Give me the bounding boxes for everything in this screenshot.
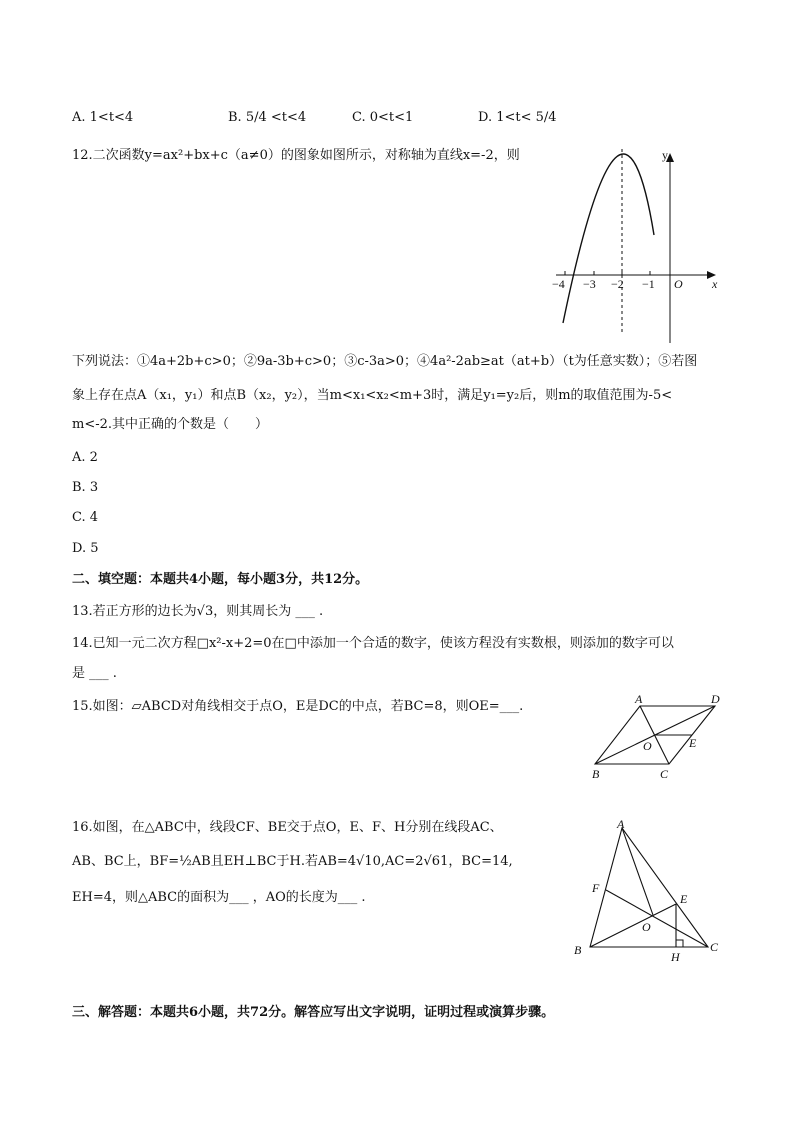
q12-y-label: y bbox=[662, 148, 668, 162]
q16-label-c: C bbox=[710, 940, 719, 954]
q16-label-e: E bbox=[680, 892, 688, 906]
q16-line2: AB、BC上，BF=½AB且EH⊥BC于H.若AB=4√10,AC=2√61，BC=14, bbox=[72, 854, 513, 869]
q14-line1: 14.已知一元二次方程□x²-x+2=0在□中添加一个合适的数字，使该方程没有实数根，则添加的数字可以 bbox=[72, 636, 674, 651]
q12-parabola-graph bbox=[550, 145, 730, 345]
q12-statements-line1: 下列说法：①4a+2b+c>0；②9a-3b+c>0；③c-3a>0；④4a²-2ab≥at（at+b）（t为任意实数）；⑤若图 bbox=[72, 354, 698, 369]
q11-option-d: D. 1<t< 5/4 bbox=[478, 110, 557, 125]
q15-label-a: A bbox=[635, 692, 643, 706]
q14-line2: 是 ___ . bbox=[72, 666, 117, 681]
q12-tick-m1: −1 bbox=[642, 277, 655, 291]
q12-tick-m3: −3 bbox=[583, 277, 596, 291]
q15-label-d: D bbox=[711, 692, 720, 706]
section3-header: 三、解答题：本题共6小题，共72分。解答应写出文字说明，证明过程或演算步骤。 bbox=[72, 1005, 555, 1020]
q12-x-label: x bbox=[712, 277, 718, 291]
q15-label-b: B bbox=[592, 767, 600, 781]
q16-label-a: A bbox=[617, 817, 625, 831]
q16-label-b: B bbox=[574, 943, 582, 957]
q12-tick-m4: −4 bbox=[552, 277, 565, 291]
q12-option-c: C. 4 bbox=[72, 510, 99, 525]
q11-option-a: A. 1<t<4 bbox=[72, 110, 134, 125]
q12-tick-m2: −2 bbox=[611, 277, 624, 291]
q12-statements-line3: m<-2.其中正确的个数是（ ） bbox=[72, 417, 269, 432]
q12-statements-line2: 象上存在点A（x₁，y₁）和点B（x₂，y₂），当m<x₁<x₂<m+3时，满足y₁=y₂后，则m的取值范围为-5< bbox=[72, 388, 673, 403]
q12-option-b: B. 3 bbox=[72, 480, 99, 495]
q15-parallelogram-figure bbox=[585, 694, 725, 779]
q16-label-o: O bbox=[642, 920, 651, 934]
q11-option-c: C. 0<t<1 bbox=[352, 110, 414, 125]
q16-triangle-figure bbox=[570, 814, 730, 964]
q13-text: 13.若正方形的边长为√3，则其周长为 ___ . bbox=[72, 604, 324, 619]
q12-option-d: D. 5 bbox=[72, 541, 99, 556]
q16-label-f: F bbox=[592, 881, 600, 895]
q12-origin: O bbox=[674, 277, 683, 291]
q15-text: 15.如图：▱ABCD对角线相交于点O，E是DC的中点，若BC=8，则OE=___. bbox=[72, 699, 524, 714]
q12-option-a: A. 2 bbox=[72, 450, 98, 465]
q16-label-h: H bbox=[671, 950, 680, 964]
q15-label-e: E bbox=[689, 736, 697, 750]
q16-line1: 16.如图，在△ABC中，线段CF、BE交于点O，E、F、H分别在线段AC、 bbox=[72, 820, 503, 835]
q12-stem: 12.二次函数y=ax²+bx+c（a≠0）的图象如图所示，对称轴为直线x=-2，则 bbox=[72, 148, 520, 163]
q11-option-b: B. 5/4 <t<4 bbox=[228, 110, 307, 125]
q15-label-c: C bbox=[660, 767, 669, 781]
section2-header: 二、填空题：本题共4小题，每小题3分，共12分。 bbox=[72, 572, 369, 587]
q16-line3: EH=4，则△ABC的面积为___ ，AO的长度为___ . bbox=[72, 890, 366, 905]
q15-label-o: O bbox=[643, 739, 652, 753]
